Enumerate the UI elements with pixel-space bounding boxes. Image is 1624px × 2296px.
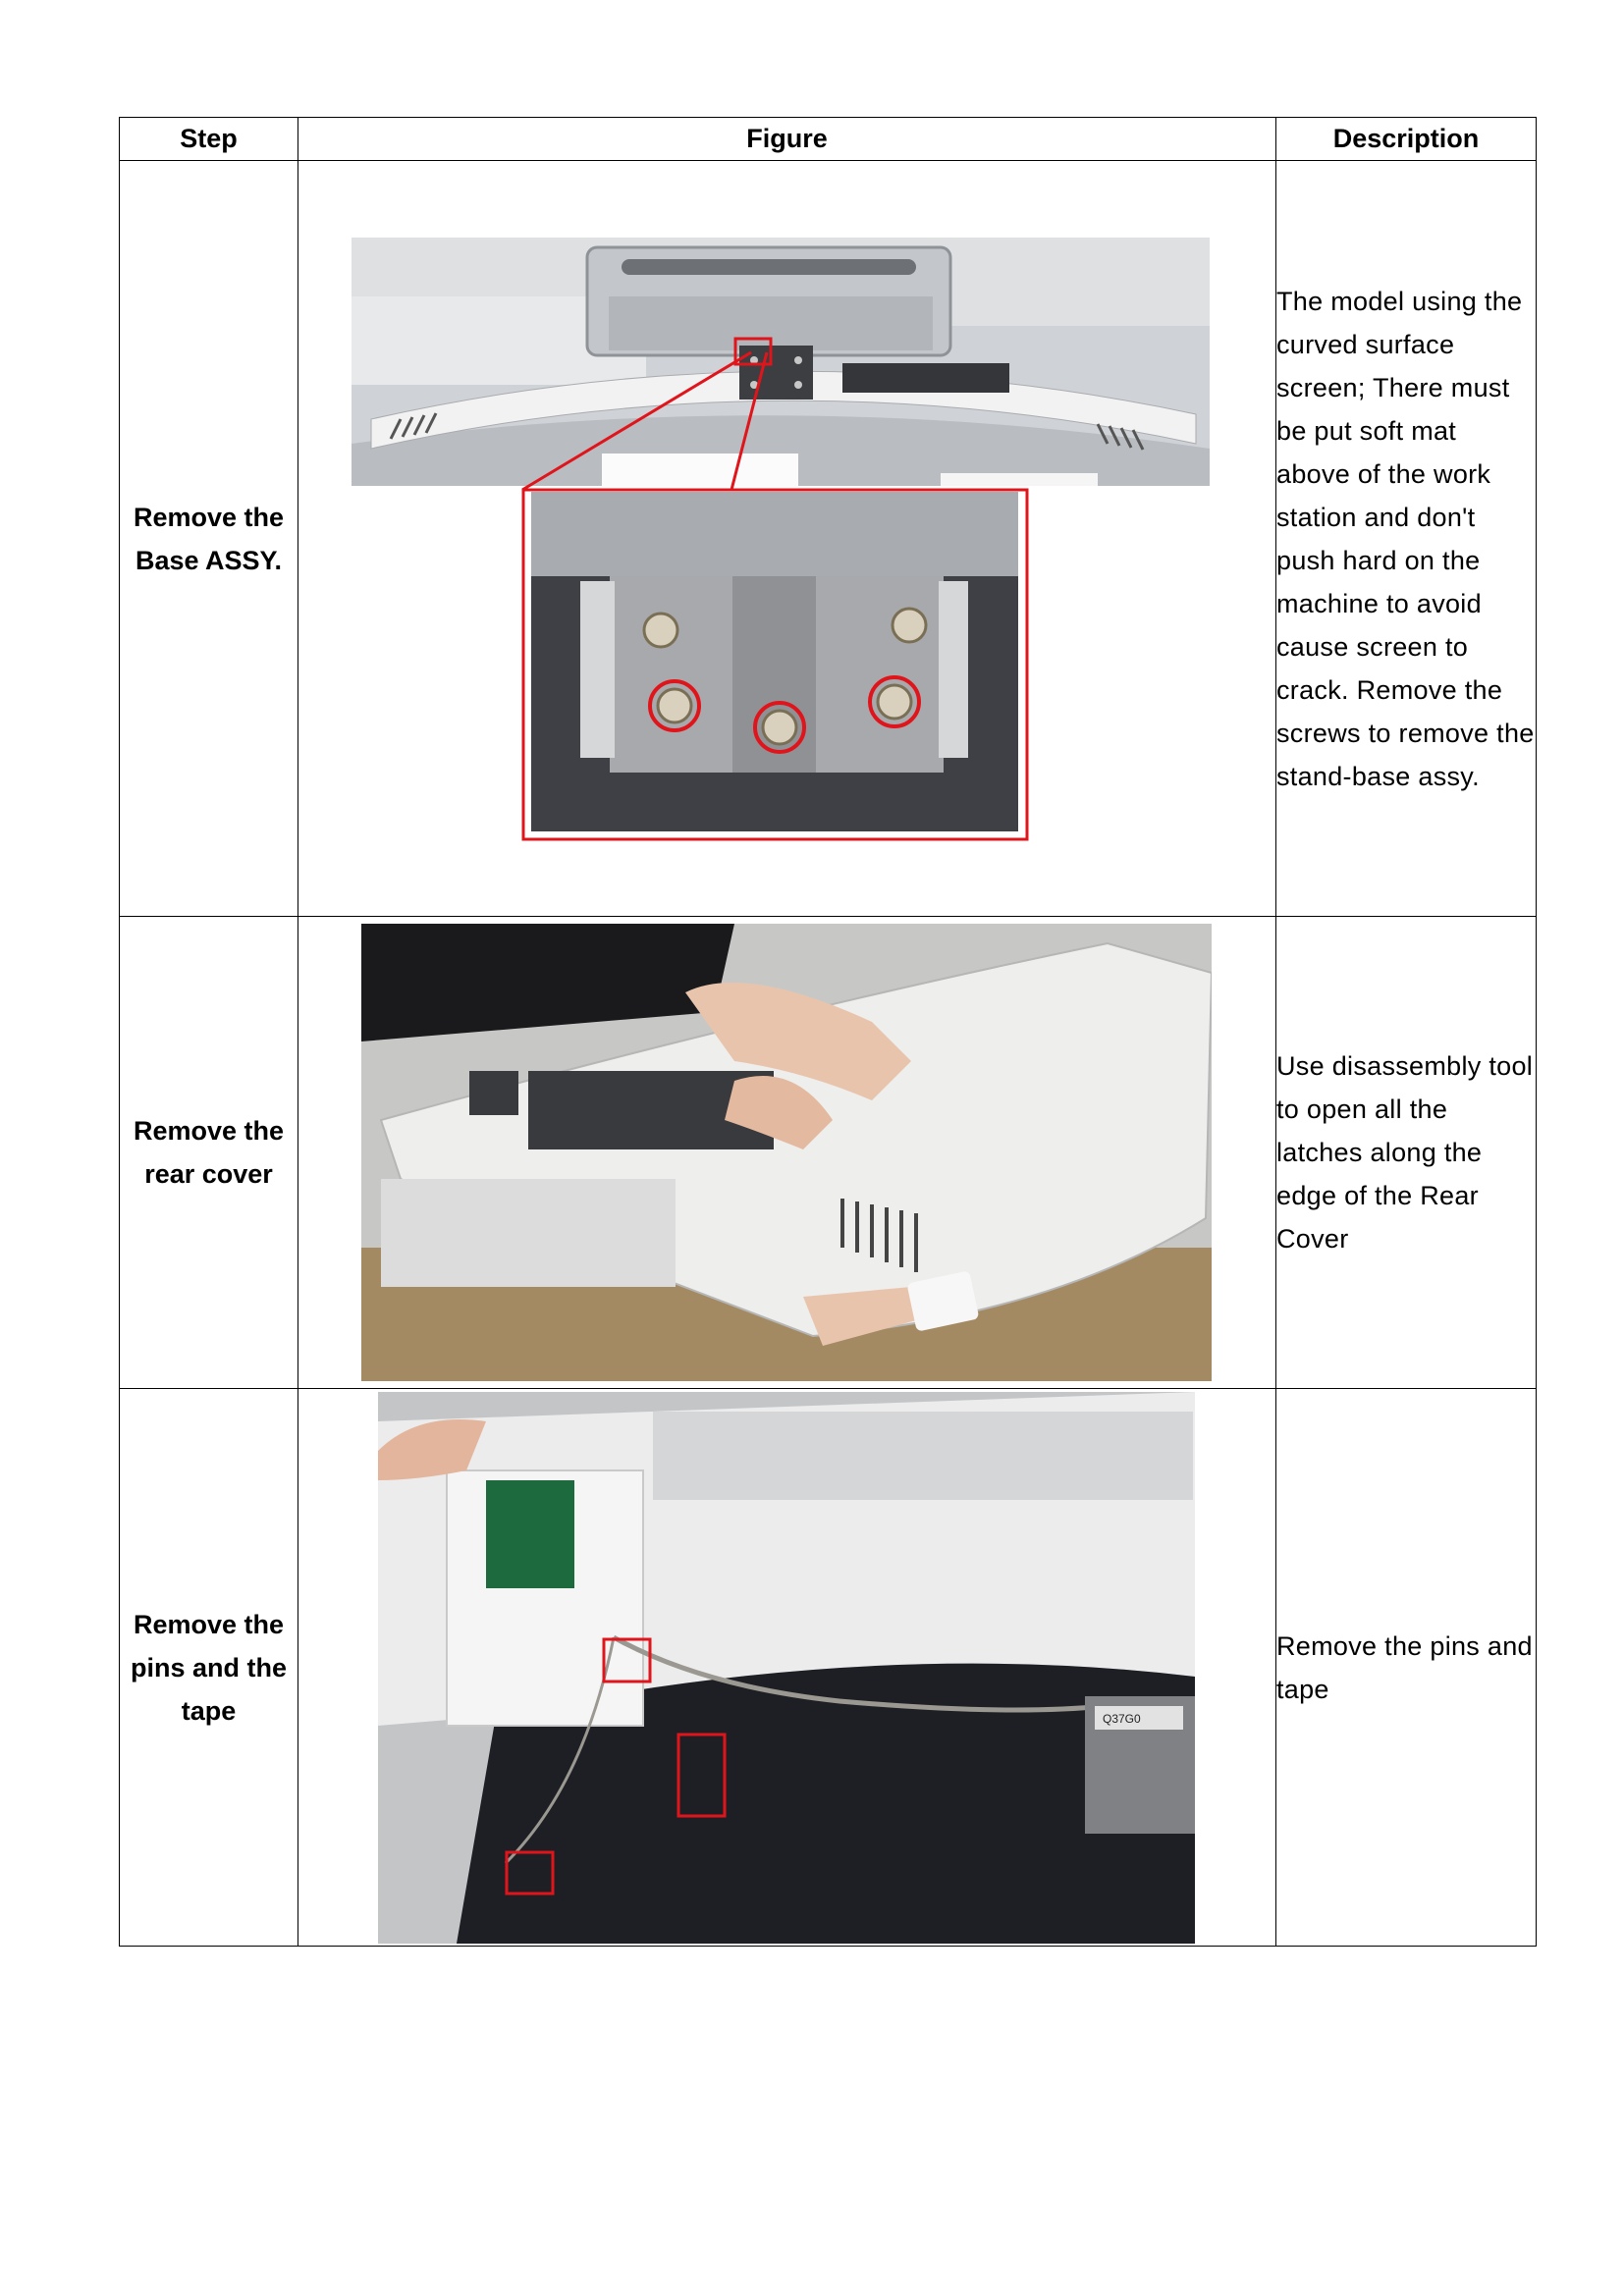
description-cell: Remove the pins and tape bbox=[1276, 1389, 1537, 1947]
figure-cell bbox=[298, 1389, 1276, 1947]
table-row bbox=[120, 917, 1537, 1389]
table-row bbox=[120, 1389, 1537, 1947]
step-cell: Remove the rear cover bbox=[120, 917, 298, 1389]
header-figure: Figure bbox=[298, 118, 1276, 161]
step-cell: Remove the pins and the tape bbox=[120, 1389, 298, 1947]
header-step: Step bbox=[120, 118, 298, 161]
description-cell: Use disassembly tool to open all the latches along the edge of the Rear Cover bbox=[1276, 917, 1537, 1389]
table-row bbox=[120, 161, 1537, 917]
q37-label: Q37G0 bbox=[1103, 1712, 1141, 1726]
header-description: Description bbox=[1276, 118, 1537, 161]
disassembly-table bbox=[119, 117, 1537, 1947]
header-row bbox=[120, 118, 1537, 161]
description-cell: The model using the curved surface screen; There must be put soft mat above of the work station and don't push hard on the machine to avoid cause screen to crack. Remove the screws to remove the stand-base assy. bbox=[1276, 161, 1537, 917]
rear-cover-photo bbox=[361, 924, 1212, 1381]
figure-cell bbox=[298, 161, 1276, 917]
step-cell: Remove the Base ASSY. bbox=[120, 161, 298, 917]
callout-lines bbox=[298, 161, 1276, 917]
pins-tape-photo bbox=[378, 1392, 1195, 1944]
figure-cell bbox=[298, 917, 1276, 1389]
